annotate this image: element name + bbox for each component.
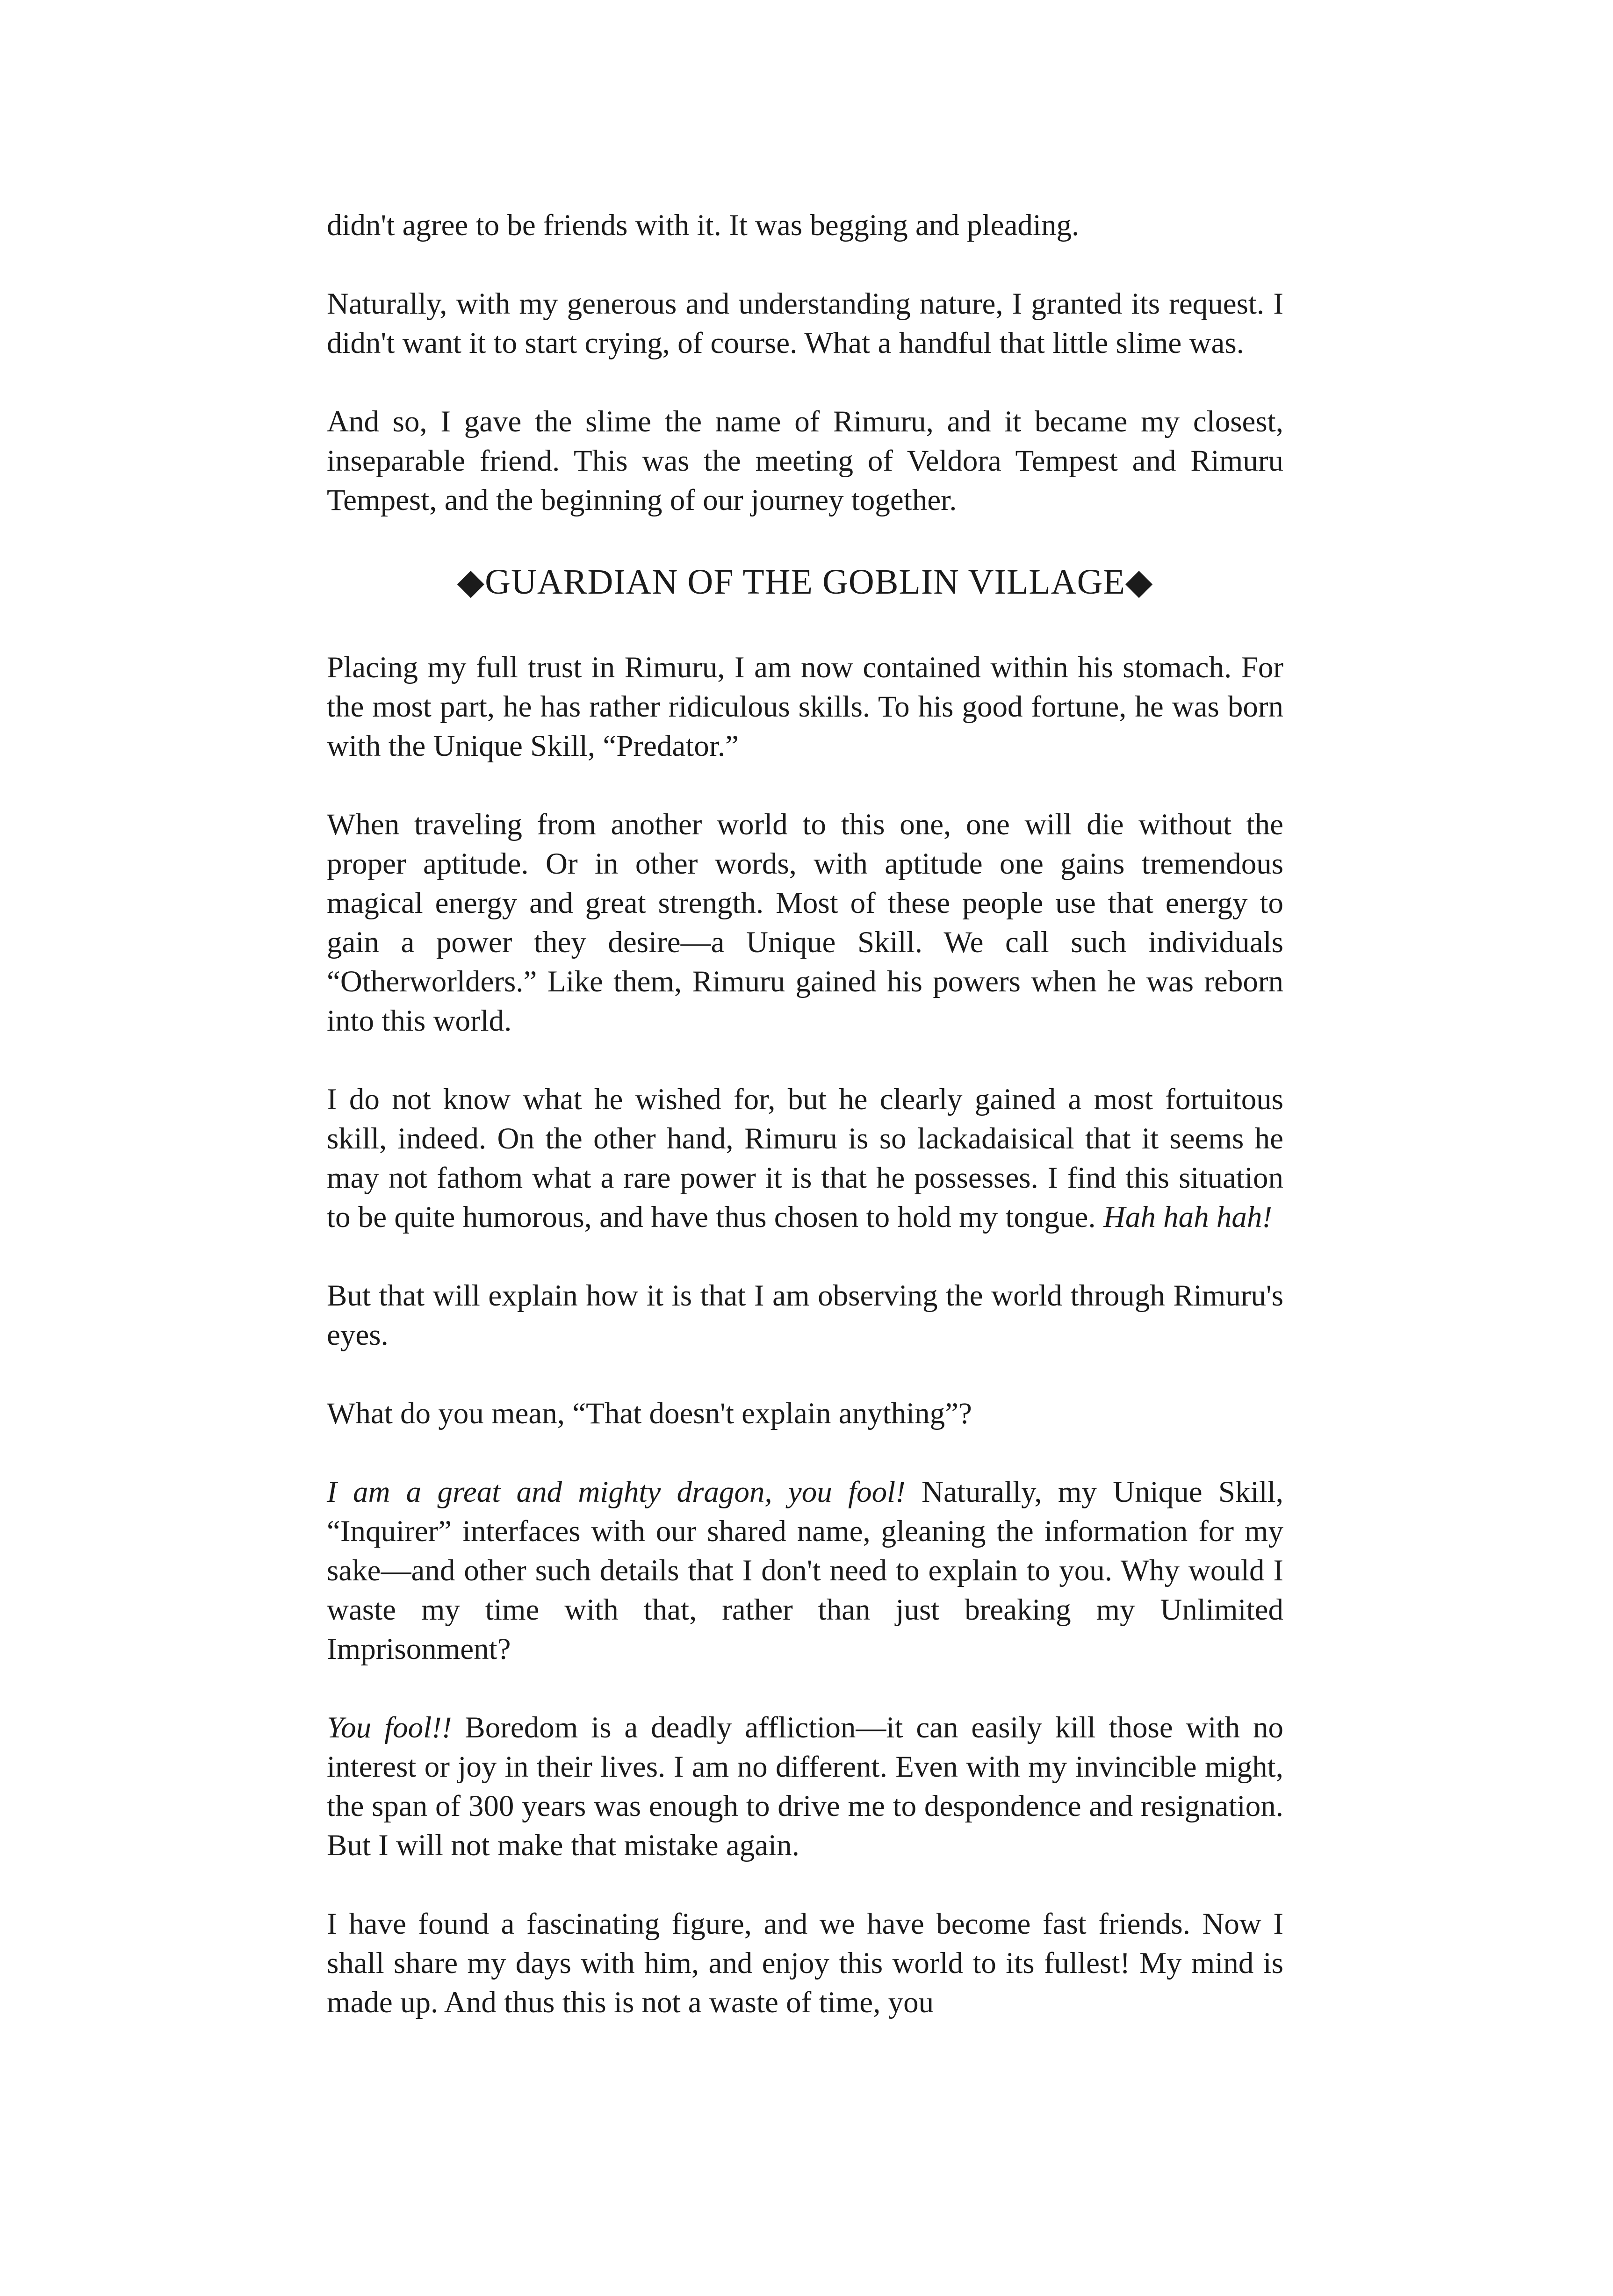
paragraph: But that will explain how it is that I am observing the world through Rimuru's eyes. bbox=[327, 1279, 1283, 1352]
paragraph: Placing my full trust in Rimuru, I am now contained within his stomach. For the most part, he has rather ridiculous skills. To his good fortune, he was born with the Unique Skill, “Predator.” bbox=[327, 651, 1283, 763]
section-heading: ◆GUARDIAN OF THE GOBLIN VILLAGE◆ bbox=[457, 562, 1153, 602]
paragraph-text: Boredom is a deadly affliction—it can easily kill those with no interest or joy in their lives. I am no different. Even with my invincible might, the span of 300 years was enough to drive me to despondence and resignation. But I will not make that mistake again. bbox=[327, 1711, 1283, 1862]
paragraph: And so, I gave the slime the name of Rimuru, and it became my closest, inseparable friend. This was the meeting of Veldora Tempest and Rimuru Tempest, and the beginning of our journey together. bbox=[327, 405, 1283, 517]
paragraph-continuation: didn't agree to be friends with it. It was begging and pleading. bbox=[327, 208, 1080, 242]
italic-phrase: Hah hah hah! bbox=[1103, 1200, 1272, 1234]
paragraph bbox=[327, 1472, 1283, 1669]
paragraph: What do you mean, “That doesn't explain anything”? bbox=[327, 1397, 972, 1430]
paragraph: Naturally, with my generous and understanding nature, I granted its request. I didn't want it to start crying, of course. What a handful that little slime was. bbox=[327, 287, 1283, 360]
paragraph: When traveling from another world to this one, one will die without the proper aptitude. Or in other words, with aptitude one gains tremendous magical energy and great strength. Most of these people use that energy to gain a power they desire—a Unique Skill. We call such individuals “Otherworlders.” Like them, Rimuru gained his powers when he was reborn into this world. bbox=[327, 808, 1283, 1038]
paragraph: I have found a fascinating figure, and we have become fast friends. Now I shall share my days with him, and enjoy this world to its fullest! My mind is made up. And thus this is not a waste of time, you bbox=[327, 1907, 1283, 2019]
book-page-text-block bbox=[327, 206, 1283, 2022]
italic-phrase: I am a great and mighty dragon, you fool! bbox=[327, 1475, 906, 1509]
paragraph bbox=[327, 1080, 1283, 1237]
paragraph-text: I do not know what he wished for, but he clearly gained a most fortuitous skill, indeed. On the other hand, Rimuru is so lackadaisical that it seems he may not fathom what a rare power it is that he possesses. I find this situation to be quite humorous, and have thus chosen to hold my tongue. bbox=[327, 1083, 1283, 1234]
italic-phrase: You fool!! bbox=[327, 1711, 452, 1744]
paragraph bbox=[327, 1708, 1283, 1865]
paragraph-text: Naturally, my Unique Skill, “Inquirer” interfaces with our shared name, gleaning the information for my sake—and other such details that I don't need to explain to you. Why would I waste my time with that, rather than just breaking my Unlimited Imprisonment? bbox=[327, 1475, 1283, 1666]
